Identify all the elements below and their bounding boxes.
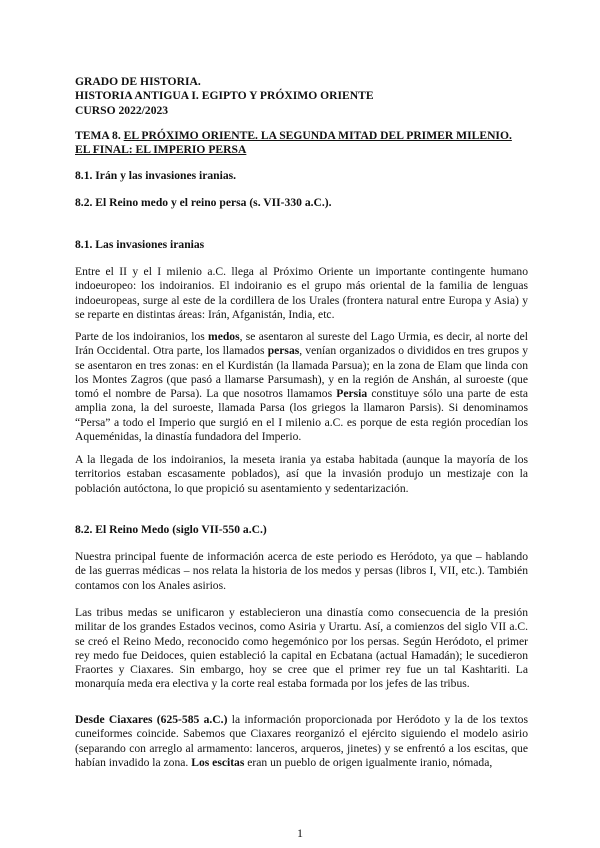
header-academic-year: CURSO 2022/2023	[75, 103, 169, 117]
topic-title-line-2: EL FINAL: EL IMPERIO PERSA	[75, 143, 247, 157]
topic-title	[75, 129, 528, 158]
term-persia: Persia	[336, 387, 368, 401]
paragraph: Entre el II y el I milenio a.C. llega al Próximo Oriente un importante contingente humano indoeuropeo: los indoiranios. El indoiranio es el grupo más oriental de la familia de lenguas indoeuropeas, surge al este de la cordillera de los Urales (frontera natural entre Europa y Asia) y se reparte en distintas áreas: Irán, Afganistán, India, etc.	[75, 265, 528, 321]
paragraph: A la llegada de los indoiranios, la meseta irania ya estaba habitada (aunque la mayoría de los territorios estaban escasamente poblados), así que la invasión produjo un mestizaje con la población autóctona, lo que propició su asentamiento y sedentarización.	[75, 453, 528, 495]
topic-number: TEMA 8.	[75, 129, 124, 142]
topic-title-line-1: EL PRÓXIMO ORIENTE. LA SEGUNDA MITAD DEL PRIMER MILENIO.	[123, 129, 512, 142]
term-ciaxares: Desde Ciaxares (625-585 a.C.)	[75, 713, 228, 726]
toc-item: 8.2. El Reino medo y el reino persa (s. VII-330 a.C.).	[75, 196, 332, 209]
page-number: 1	[297, 826, 303, 840]
term-persas: persas	[267, 344, 300, 358]
paragraph: Nuestra principal fuente de información acerca de este periodo es Heródoto, ya que – hablando de las guerras médicas – nos relata la historia de los medos y persas (libros I, VII, etc.). También contamos con los Anales asirios.	[75, 550, 528, 592]
document-header	[75, 75, 528, 118]
paragraph: Las tribus medas se unificaron y establecieron una dinastía como consecuencia de la presión militar de los grandes Estados vecinos, como Asiria y Urartu. Así, a comienzos del siglo VII a.C. se creó el Reino Medo, reconocido como hegemónico por los persas. Según Heródoto, el primer rey medo fue Deidoces, quien estableció la capital en Ecbatana (actual Hamadán); le sucedieron Fraortes y Ciaxares. Sin embargo, hoy se cree que el primer rey fue un tal Kashtariti. La monarquía meda era electiva y la corte real estaba formada por los jefes de las tribus.	[75, 606, 528, 691]
term-medos: medos	[208, 330, 240, 343]
section-heading: 8.1. Las invasiones iranias	[75, 238, 205, 251]
header-course-name: HISTORIA ANTIGUA I. EGIPTO Y PRÓXIMO ORIENTE	[75, 89, 374, 103]
header-degree: GRADO DE HISTORIA.	[75, 75, 201, 88]
section-heading: 8.2. El Reino Medo (siglo VII-550 a.C.)	[75, 523, 267, 536]
toc-item: 8.1. Irán y las invasiones iranias.	[75, 169, 237, 182]
paragraph: Desde Ciaxares (625-585 a.C.) la información proporcionada por Heródoto y la de los textos cuneiformes coincide. Sabemos que Ciaxares reorganizó el ejército siguiendo el modelo asirio (separando con arreglo al armamento: lanceros, arqueros, jinetes) y se enfrentó a los escitas, que habían invadido la zona. Los escitas eran un pueblo de origen igualmente iranio, nómada,	[75, 713, 528, 769]
paragraph: Parte de los indoiranios, los medos, se asentaron al sureste del Lago Urmia, es decir, al norte del Irán Occidental. Otra parte, los llamados persas, venían organizados o divididos en tres grupos y se asentaron en tres zonas: en el Kurdistán (la llamada Parsua); en la zona de Elam que linda con los Montes Zagros (que pasó a llamarse Parsumash), y en la región de Anshán, al suroeste (que tomó el nombre de Parsa). La que nosotros llamamos Persia constituye sólo una parte de esta amplia zona, la del suroeste, llamada Parsa (los griegos la llamaron Parsis). Si denominamos “Persa” a todo el Imperio que surgió en el I milenio a.C. es porque de esta región procedían los Aqueménidas, la dinastía fundadora del Imperio.	[75, 330, 528, 444]
term-escitas: Los escitas	[191, 755, 245, 769]
